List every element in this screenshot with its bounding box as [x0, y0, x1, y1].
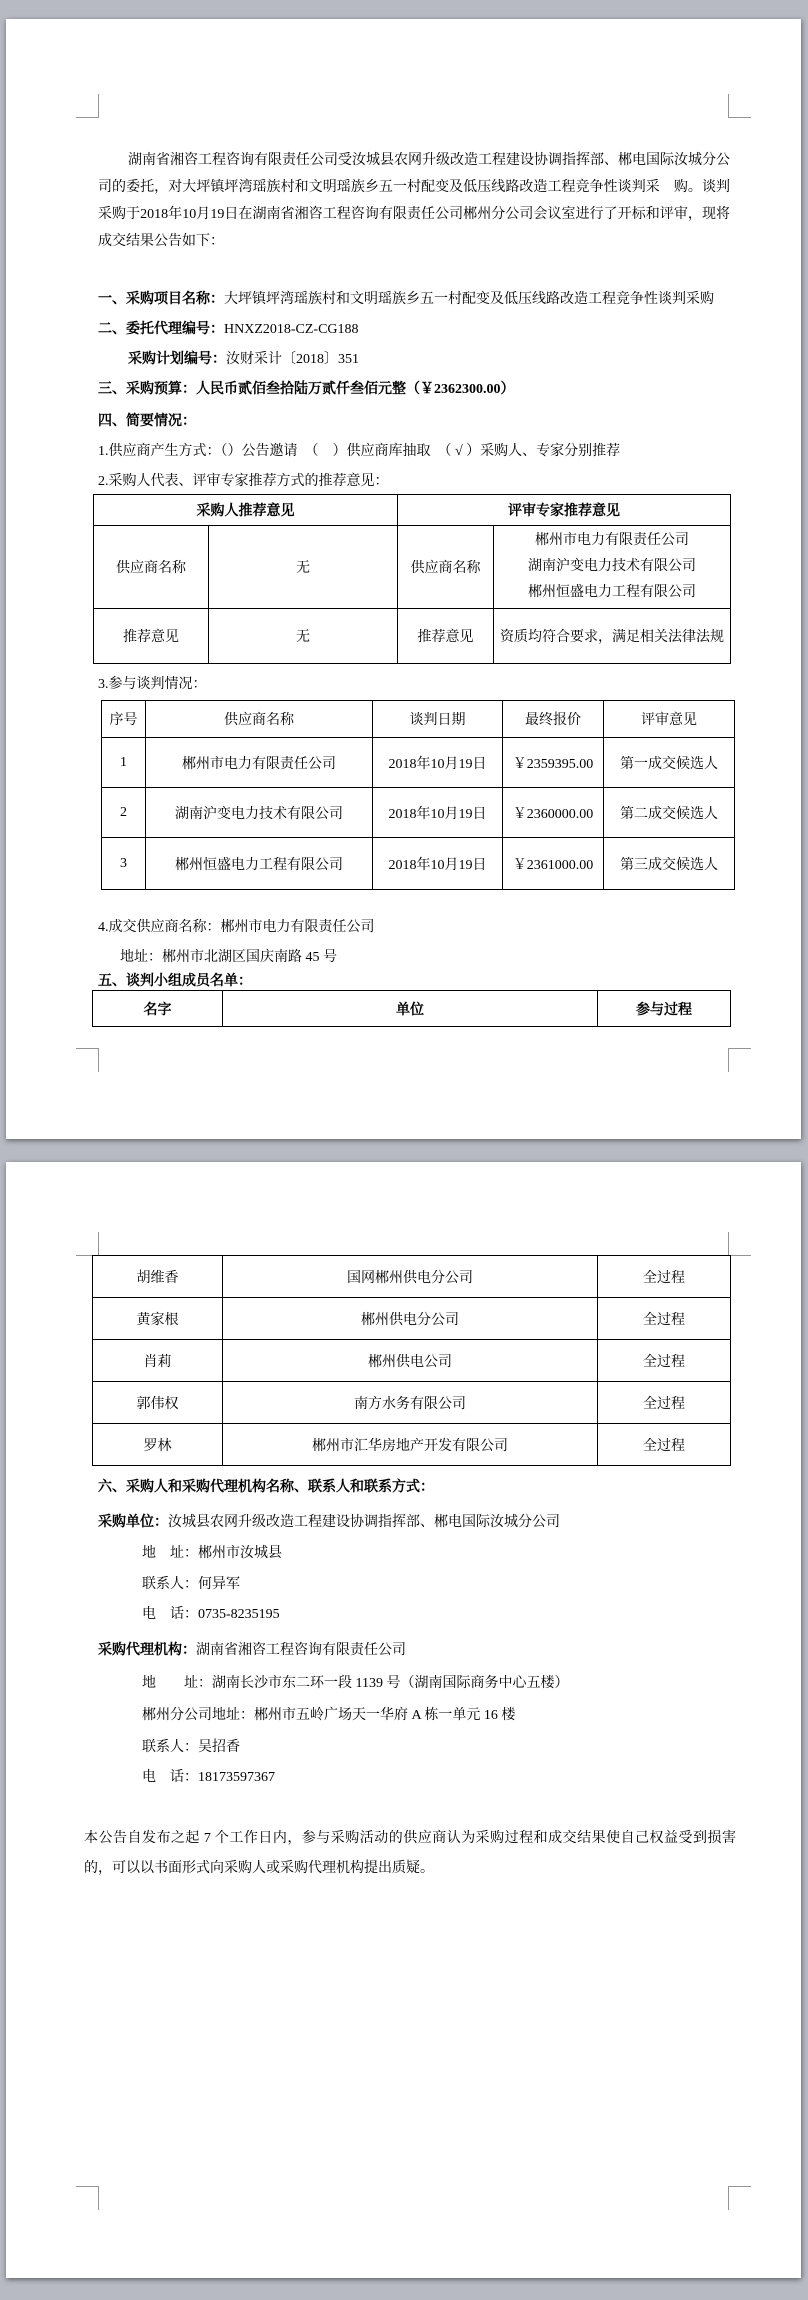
agency-line [98, 1640, 730, 1661]
table-cell: 推荐意见 [94, 609, 209, 664]
negotiation-table [101, 700, 735, 890]
table-cell: 郴州供电公司 [223, 1340, 598, 1382]
table-cell: 罗林 [93, 1424, 223, 1466]
table-row [93, 1256, 731, 1298]
recommendation-line: 2.采购人代表、评审专家推荐方式的推荐意见： [98, 474, 389, 489]
text-boundary-mark [76, 1048, 99, 1072]
project-name-value: 大坪镇坪湾瑶族村和文明瑶族乡五一村配变及低压线路改造工程竞争性谈判采购 [224, 292, 714, 307]
table-cell: 无 [209, 609, 398, 664]
winner-line: 4.成交供应商名称：郴州市电力有限责任公司 [98, 920, 375, 935]
purchaser-address-line: 地 址：郴州市汝城县 [142, 1546, 282, 1561]
negotiation-intro-line: 3.参与谈判情况： [98, 677, 207, 692]
table-row [93, 1298, 731, 1340]
agency-contact-line: 联系人：吴招香 [142, 1740, 240, 1755]
table-cell: 郴州恒盛电力工程有限公司 [146, 838, 373, 890]
panel-table-header [92, 990, 731, 1027]
table-cell: 湖南沪变电力技术有限公司 [146, 788, 373, 838]
table-cell: ￥2360000.00 [503, 788, 604, 838]
table-row [102, 838, 735, 890]
agency-branch-address-line: 郴州分公司地址：郴州市五岭广场天一华府 A 栋一单元 16 楼 [142, 1708, 516, 1723]
table-cell: ￥2361000.00 [503, 838, 604, 890]
project-name-line [98, 289, 730, 310]
table-cell: 供应商名称 [94, 526, 209, 609]
table-cell: 郴州供电分公司 [223, 1298, 598, 1340]
panel-col-unit: 单位 [223, 991, 598, 1027]
table-cell: 第二成交候选人 [604, 788, 735, 838]
winner-address-line: 地址：郴州市北湖区国庆南路 45 号 [120, 950, 337, 965]
supplier-name: 郴州恒盛电力工程有限公司 [528, 585, 696, 600]
negotiation-col-index: 序号 [102, 701, 146, 738]
table-cell: 第三成交候选人 [604, 838, 735, 890]
purchaser-label: 采购单位： [98, 1515, 168, 1530]
agency-code-line [98, 319, 730, 340]
agency-code-value: HNXZ2018-CZ-CG188 [224, 322, 359, 337]
purchaser-contact-line: 联系人：何异军 [142, 1577, 240, 1592]
text-boundary-mark [76, 2186, 99, 2210]
contact-heading [98, 1477, 730, 1498]
table-cell: 全过程 [598, 1382, 731, 1424]
negotiation-col-price: 最终报价 [503, 701, 604, 738]
supplier-method-line: 1.供应商产生方式：（）公告邀请 （ ）供应商库抽取 （ √ ）采购人、专家分别推荐 [98, 444, 621, 459]
brief-section-label: 四、简要情况： [98, 414, 196, 429]
table-row [102, 788, 735, 838]
table-row [93, 1340, 731, 1382]
table-cell: 南方水务有限公司 [223, 1382, 598, 1424]
text-boundary-mark [728, 2186, 751, 2210]
table-cell: 郴州市电力有限责任公司 [146, 738, 373, 788]
page-1 [6, 19, 801, 1139]
supplier-name: 郴州市电力有限责任公司 [535, 533, 689, 548]
text-boundary-mark [76, 94, 99, 118]
table-cell: 资质均符合要求，满足相关法律法规 [494, 609, 731, 664]
recommendation-table-header-experts: 评审专家推荐意见 [398, 495, 731, 526]
purchaser-value: 汝城县农网升级改造工程建设协调指挥部、郴电国际汝城分公司 [168, 1515, 560, 1530]
table-cell: 2 [102, 788, 146, 838]
table-cell: 郭伟权 [93, 1382, 223, 1424]
contact-heading-label: 六、采购人和采购代理机构名称、联系人和联系方式： [98, 1480, 434, 1495]
negotiation-col-review: 评审意见 [604, 701, 735, 738]
purchaser-line [98, 1512, 730, 1533]
plan-code-line [98, 349, 730, 370]
table-cell: 供应商名称 [398, 526, 494, 609]
table-cell: 郴州市汇华房地产开发有限公司 [223, 1424, 598, 1466]
table-row [93, 1424, 731, 1466]
table-cell: 2018年10月19日 [373, 838, 503, 890]
table-row [102, 738, 735, 788]
page-2 [6, 1162, 801, 2278]
agency-code-label: 二、委托代理编号： [98, 322, 224, 337]
table-cell: 肖莉 [93, 1340, 223, 1382]
table-cell: 全过程 [598, 1424, 731, 1466]
panel-heading-label: 五、谈判小组成员名单： [98, 974, 252, 989]
recommendation-table [93, 494, 731, 664]
text-boundary-mark [728, 1048, 751, 1072]
purchaser-phone-line: 电 话：0735-8235195 [142, 1607, 280, 1622]
agency-value: 湖南省湘咨工程咨询有限责任公司 [196, 1643, 406, 1658]
negotiation-col-date: 谈判日期 [373, 701, 503, 738]
table-cell: 全过程 [598, 1340, 731, 1382]
table-cell: 推荐意见 [398, 609, 494, 664]
project-name-label: 一、采购项目名称： [98, 292, 224, 307]
intro-paragraph: 湖南省湘咨工程咨询有限责任公司受汝城县农网升级改造工程建设协调指挥部、郴电国际汝城分公司的委托，对大坪镇坪湾瑶族村和文明瑶族乡五一村配变及低压线路改造工程竞争性谈判采 购。谈判采购于2018年10月19日在湖南省湘咨工程咨询有限责任公司郴州分公司会议室进行了开标和评审，现将成交结果公告如下： [98, 153, 730, 249]
text-boundary-mark [728, 94, 751, 118]
plan-code-label: 采购计划编号： [128, 352, 226, 367]
text-boundary-mark [728, 1232, 751, 1256]
plan-code-value: 汝财采计〔2018〕351 [226, 352, 359, 367]
panel-col-name: 名字 [93, 991, 223, 1027]
agency-phone-line: 电 话：18173597367 [142, 1770, 275, 1785]
table-cell: 全过程 [598, 1256, 731, 1298]
notice-paragraph: 本公告自发布之起 7 个工作日内，参与采购活动的供应商认为采购过程和成交结果使自己权益受到损害的，可以以书面形式向采购人或采购代理机构提出质疑。 [84, 1831, 736, 1876]
budget-line [98, 379, 730, 400]
table-cell: 1 [102, 738, 146, 788]
supplier-name: 湖南沪变电力技术有限公司 [528, 559, 696, 574]
table-cell: 无 [209, 526, 398, 609]
table-cell: 黄家根 [93, 1298, 223, 1340]
panel-heading [98, 971, 730, 992]
agency-label: 采购代理机构： [98, 1643, 196, 1658]
recommendation-table-header-purchaser: 采购人推荐意见 [94, 495, 398, 526]
budget-label: 三、采购预算： [98, 382, 196, 397]
table-cell: 2018年10月19日 [373, 788, 503, 838]
brief-section-heading [98, 411, 730, 432]
text-boundary-mark [76, 1232, 99, 1256]
agency-address-line: 地 址：湖南长沙市东二环一段 1139 号（湖南国际商务中心五楼） [142, 1676, 569, 1691]
table-cell: ￥2359395.00 [503, 738, 604, 788]
table-row [93, 1382, 731, 1424]
table-cell: 第一成交候选人 [604, 738, 735, 788]
table-cell: 全过程 [598, 1298, 731, 1340]
table-cell: 国网郴州供电分公司 [223, 1256, 598, 1298]
table-cell: 2018年10月19日 [373, 738, 503, 788]
budget-value: 人民币贰佰叁拾陆万贰仟叁佰元整（￥2362300.00） [196, 382, 515, 397]
table-cell: 胡维香 [93, 1256, 223, 1298]
panel-col-process: 参与过程 [598, 991, 731, 1027]
panel-table [92, 1255, 731, 1466]
table-cell-supplier-list [494, 526, 731, 609]
negotiation-col-supplier: 供应商名称 [146, 701, 373, 738]
table-cell: 3 [102, 838, 146, 890]
